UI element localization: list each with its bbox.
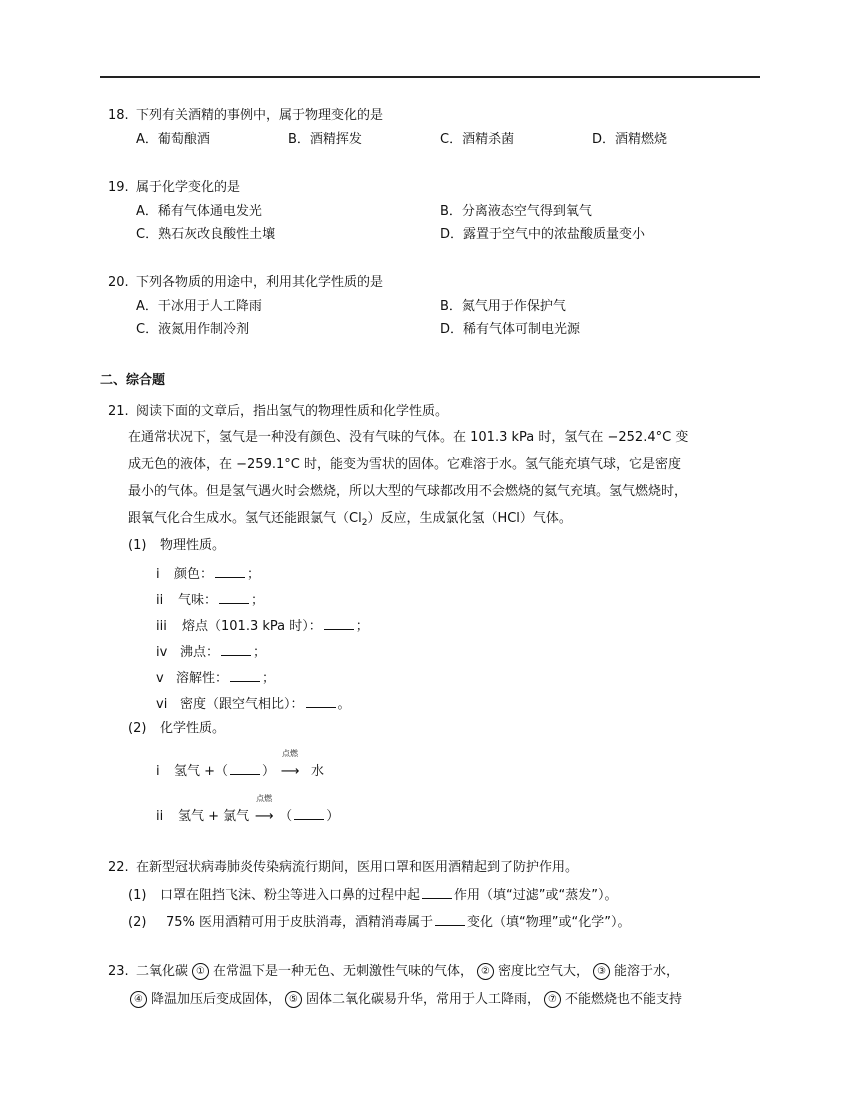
equation-left: 氢气 + 氯气: [178, 809, 250, 824]
part-label: (2): [128, 721, 147, 736]
item-end: ；: [247, 567, 261, 582]
circled-number: ③: [593, 963, 610, 980]
question-22-stem: [108, 858, 578, 878]
question-text: 在常温下是一种无色、无刺激性气味的气体，: [213, 964, 474, 979]
option-20-c[interactable]: C．液氮用作制冷剂: [136, 322, 250, 337]
passage-line: 成无色的液体，在 −259.1°C 时，能变为雪状的固体。它难溶于水。氢气能充填气球，它是密度: [128, 457, 681, 472]
question-text: 能溶于水，: [614, 964, 680, 979]
question-21-stem: [108, 402, 448, 422]
question-number: 23.: [108, 964, 129, 979]
question-22-part-2: [128, 911, 630, 933]
circled-number: ⑦: [544, 991, 561, 1008]
question-text: 降温加压后变成固体，: [151, 992, 282, 1007]
roman-numeral: vi: [156, 697, 168, 712]
answer-blank[interactable]: [422, 884, 452, 899]
option-19-d[interactable]: D．露置于空气中的浓盐酸质量变小: [440, 227, 646, 242]
equation-left: 氢气 +（: [174, 764, 229, 779]
question-18-stem: [108, 106, 383, 126]
question-number: 21.: [108, 404, 129, 419]
item-text: 密度（跟空气相比）：: [180, 697, 304, 712]
part-text: 化学性质。: [160, 721, 226, 736]
part-text: 口罩在阻挡飞沫、粉尘等进入口鼻的过程中起: [160, 888, 421, 903]
item-end: ；: [262, 671, 276, 686]
reaction-arrow: 点燃 ⟶: [277, 762, 303, 782]
option-18-b[interactable]: B．酒精挥发: [288, 132, 362, 147]
question-23-line-1: [108, 962, 679, 982]
answer-blank[interactable]: [215, 563, 245, 578]
option-20-d[interactable]: D．稀有气体可制电光源: [440, 322, 581, 337]
question-number: 19.: [108, 180, 129, 195]
physical-item-boiling-point: [156, 641, 266, 663]
question-number: 22.: [108, 860, 129, 875]
part-2-heading: [128, 719, 225, 739]
question-text: 下列有关酒精的事例中，属于物理变化的是: [136, 108, 384, 123]
item-text: 气味：: [178, 593, 218, 608]
question-text: 属于化学变化的是: [136, 180, 241, 195]
header-rule: [100, 76, 760, 78]
passage-line-last: [128, 509, 572, 533]
answer-blank[interactable]: [324, 615, 354, 630]
roman-numeral: iii: [156, 619, 167, 634]
option-19-b[interactable]: B．分离液态空气得到氧气: [440, 204, 592, 219]
roman-numeral: i: [156, 764, 160, 779]
question-20-stem: [108, 273, 383, 293]
part-1-heading: [128, 536, 225, 556]
reaction-condition: 点燃: [282, 749, 299, 758]
reaction-condition: 点燃: [256, 794, 273, 803]
chem-equation-1: [156, 749, 325, 782]
part-text: 75% 医用酒精可用于皮肤消毒，酒精消毒属于: [166, 915, 434, 930]
passage-text: ）反应，生成氯化氢（HCl）气体。: [367, 511, 572, 526]
option-20-b[interactable]: B．氮气用于作保护气: [440, 299, 566, 314]
answer-blank[interactable]: [230, 760, 260, 775]
question-text: 密度比空气大，: [498, 964, 590, 979]
passage-text: 跟氧气化合生成水。氢气还能跟氯气（Cl: [128, 511, 362, 526]
equation-product: 水: [311, 764, 325, 779]
equation-bracket: ）: [262, 764, 276, 779]
item-text: 熔点（101.3 kPa 时）：: [182, 619, 322, 634]
question-23-line-2: [126, 990, 682, 1010]
subscript: 2: [361, 518, 368, 528]
question-number: 18.: [108, 108, 129, 123]
part-text: 物理性质。: [160, 538, 226, 553]
part-text: 作用（填“过滤”或“蒸发”）。: [454, 888, 618, 903]
answer-blank[interactable]: [219, 589, 249, 604]
question-text: 不能燃烧也不能支持: [565, 992, 683, 1007]
part-label: (1): [128, 888, 147, 903]
item-end: ；: [355, 619, 369, 634]
part-text: 变化（填“物理”或“化学”）。: [467, 915, 631, 930]
answer-blank[interactable]: [294, 805, 324, 820]
question-text: 在新型冠状病毒肺炎传染病流行期间，医用口罩和医用酒精起到了防护作用。: [136, 860, 579, 875]
option-19-c[interactable]: C．熟石灰改良酸性土壤: [136, 227, 276, 242]
physical-item-melting-point: [156, 615, 369, 637]
circled-number: ②: [477, 963, 494, 980]
physical-item-solubility: [156, 667, 275, 689]
item-text: 溶解性：: [176, 671, 229, 686]
option-20-a[interactable]: A．干冰用于人工降雨: [136, 299, 262, 314]
physical-item-color: [156, 563, 260, 585]
answer-blank[interactable]: [435, 911, 465, 926]
physical-item-density: [156, 693, 351, 715]
chem-equation-2: [156, 794, 340, 827]
circled-number: ①: [192, 963, 209, 980]
circled-number: ④: [130, 991, 147, 1008]
equation-bracket: （: [279, 809, 293, 824]
reaction-arrow: 点燃 ⟶: [251, 807, 277, 827]
option-18-a[interactable]: A．葡萄酿酒: [136, 132, 210, 147]
roman-numeral: ii: [156, 593, 164, 608]
equation-bracket: ）: [326, 809, 340, 824]
item-end: 。: [337, 697, 351, 712]
roman-numeral: iv: [156, 645, 168, 660]
physical-item-odor: [156, 589, 264, 611]
question-text: 下列各物质的用途中，利用其化学性质的是: [136, 275, 384, 290]
answer-blank[interactable]: [230, 667, 260, 682]
roman-numeral: i: [156, 567, 160, 582]
part-label: (1): [128, 538, 147, 553]
roman-numeral: ii: [156, 809, 164, 824]
question-text: 阅读下面的文章后，指出氢气的物理性质和化学性质。: [136, 404, 449, 419]
roman-numeral: v: [156, 671, 164, 686]
passage-line: 在通常状况下，氢气是一种没有颜色、没有气味的气体。在 101.3 kPa 时，氢气在 −252.4°C 变: [128, 430, 689, 445]
answer-blank[interactable]: [221, 641, 251, 656]
question-22-part-1: [128, 884, 617, 906]
option-18-c[interactable]: C．酒精杀菌: [440, 132, 515, 147]
circled-number: ⑤: [285, 991, 302, 1008]
item-end: ；: [253, 645, 267, 660]
option-19-a[interactable]: A．稀有气体通电发光: [136, 204, 262, 219]
question-text: 二氧化碳: [136, 964, 189, 979]
passage-line: 最小的气体。但是氢气遇火时会燃烧，所以大型的气球都改用不会燃烧的氦气充填。氢气燃烧时，: [128, 484, 688, 499]
part-label: (2): [128, 915, 147, 930]
option-18-d[interactable]: D．酒精燃烧: [592, 132, 668, 147]
answer-blank[interactable]: [306, 693, 336, 708]
question-19-stem: [108, 178, 240, 198]
item-text: 颜色：: [174, 567, 214, 582]
section-title: 二、综合题: [100, 373, 166, 388]
question-number: 20.: [108, 275, 129, 290]
item-text: 沸点：: [180, 645, 220, 660]
question-text: 固体二氧化碳易升华，常用于人工降雨，: [306, 992, 541, 1007]
item-end: ；: [251, 593, 265, 608]
